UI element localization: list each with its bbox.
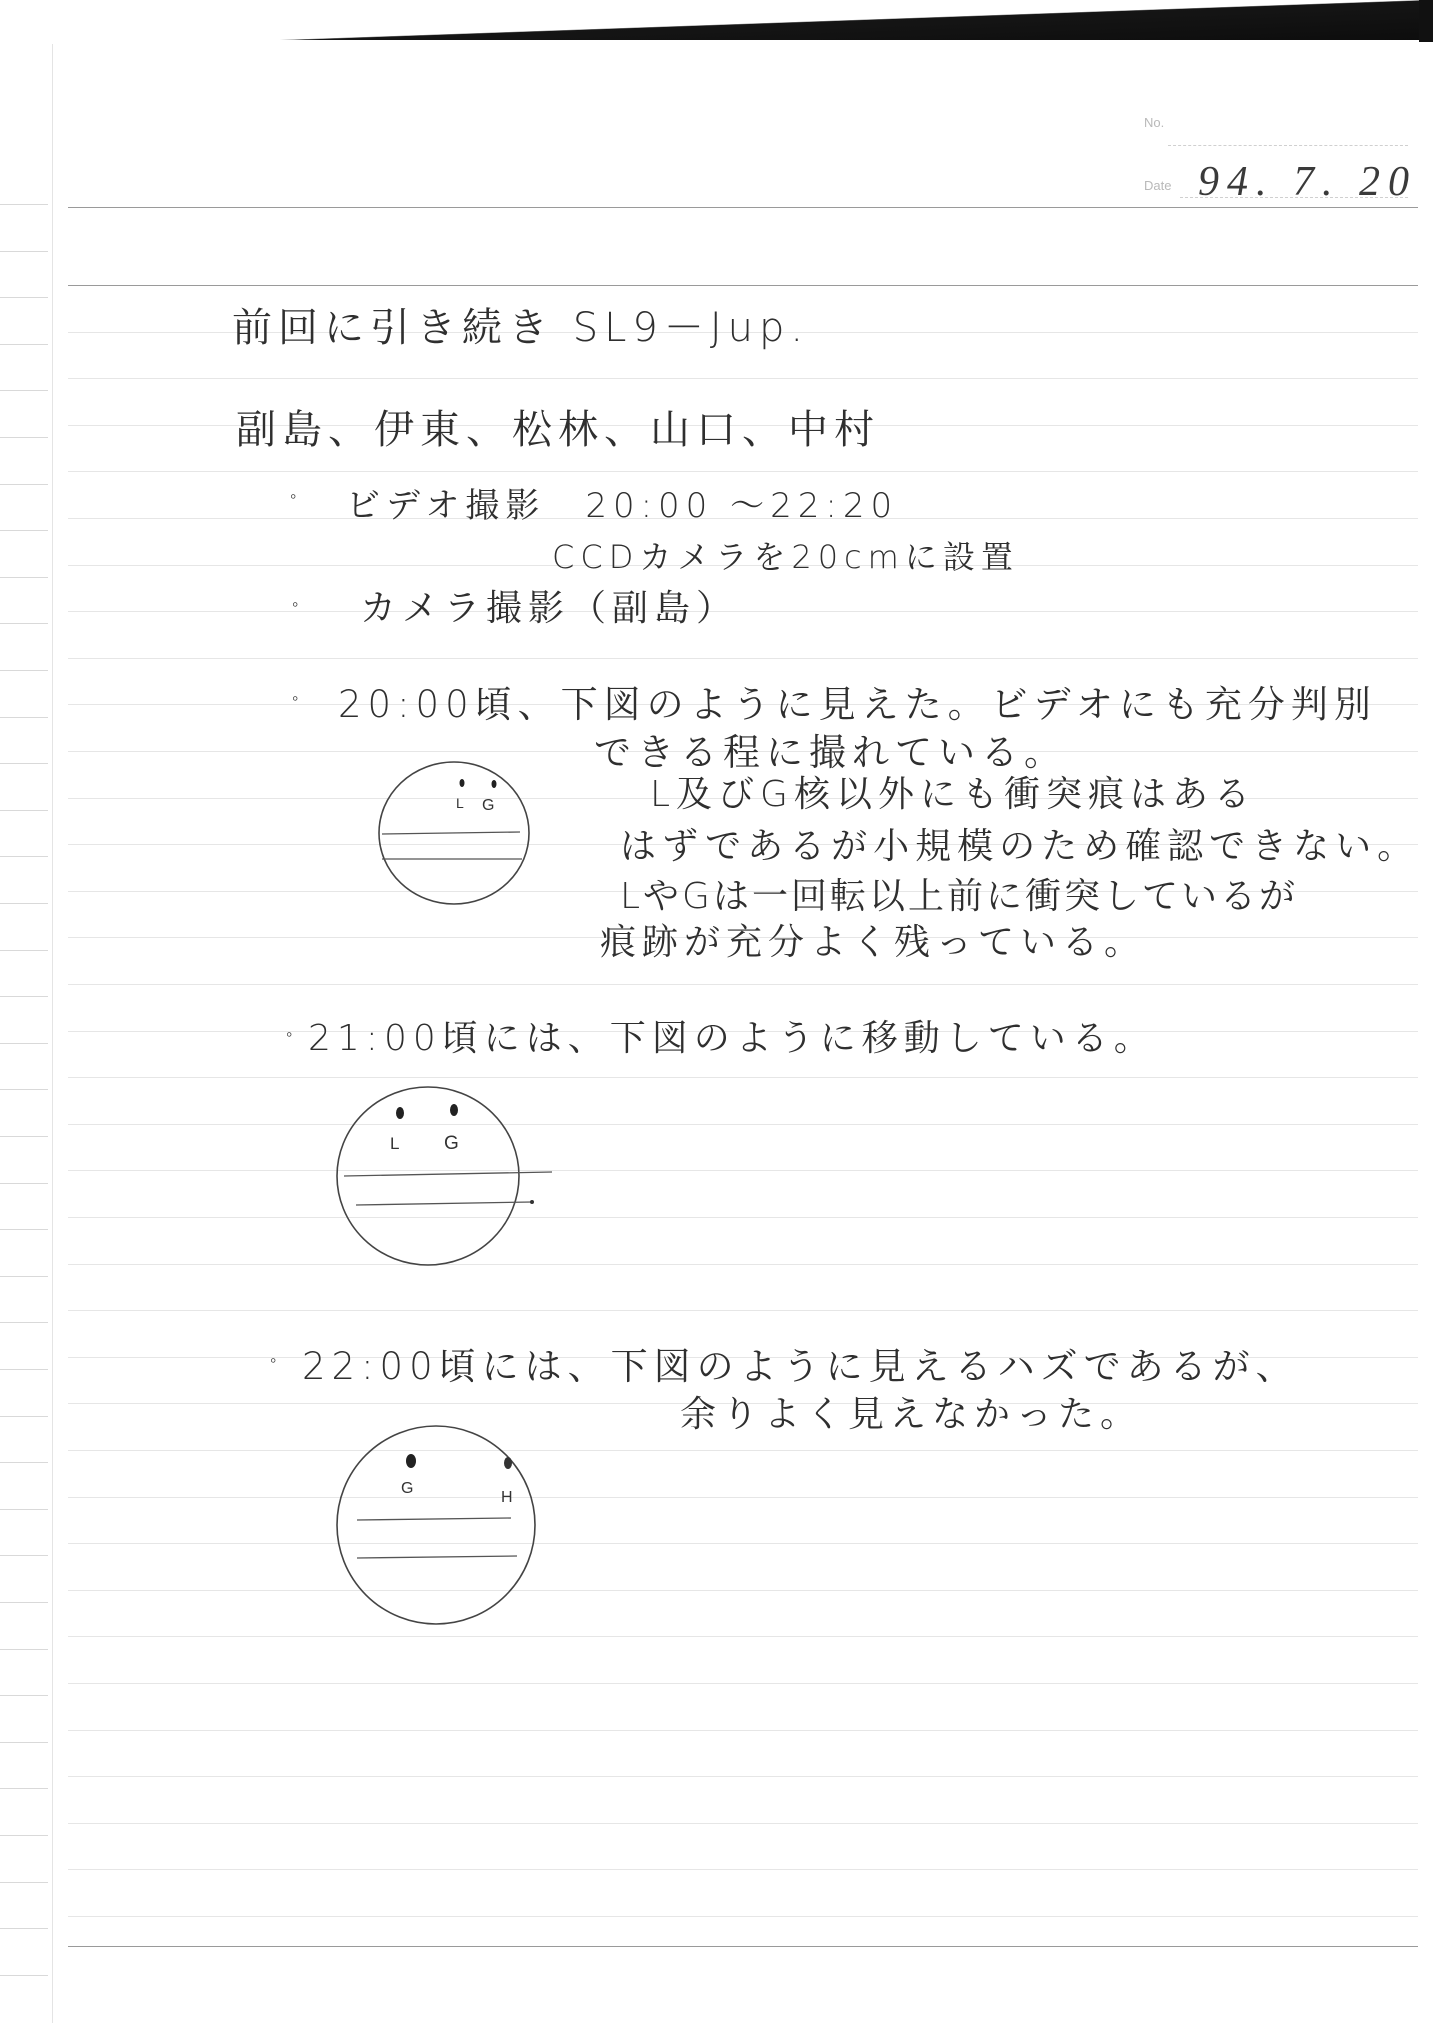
margin-tick: [0, 1322, 48, 1323]
margin-tick: [0, 1928, 48, 1929]
margin-tick: [0, 1509, 48, 1510]
ruled-line: [68, 1077, 1418, 1078]
ruled-line: [68, 1124, 1418, 1125]
fig1-label-l: L: [456, 795, 464, 811]
ruled-line: [68, 378, 1418, 379]
note-bullet-3-a: 20:00頃、下図のように見えた。ビデオにも充分判別: [338, 683, 1377, 726]
margin-tick: [0, 1695, 48, 1696]
ruled-line: [68, 1590, 1418, 1591]
ruled-line-strong: [68, 1946, 1418, 1947]
margin-tick: [0, 1136, 48, 1137]
margin-line: [52, 44, 53, 2023]
margin-tick: [0, 1882, 48, 1883]
ruled-line: [68, 1683, 1418, 1684]
margin-tick: [0, 1742, 48, 1743]
note-line-1: 前回に引き続き SL9－Jup.: [232, 305, 810, 351]
margin-tick: [0, 1416, 48, 1417]
ruled-line: [68, 1310, 1418, 1311]
note-bullet-3-d: はずであるが小規模のため確認できない。: [620, 826, 1420, 867]
note-bullet-2: カメラ撮影（副島）: [360, 588, 739, 629]
margin-tick: [0, 1649, 48, 1650]
note-bullet-4: 21:00頃には、下図のように移動している。: [308, 1018, 1156, 1059]
date-label: Date: [1144, 178, 1172, 193]
bullet-dot-2: ◦: [292, 594, 305, 615]
margin-tick: [0, 484, 48, 485]
margin-tick: [0, 1369, 48, 1370]
ruled-line: [68, 1170, 1418, 1171]
margin-tick: [0, 530, 48, 531]
margin-tick: [0, 1462, 48, 1463]
note-bullet-3-c: L及びG核以外にも衝突痕はある: [650, 774, 1256, 815]
ruled-line: [68, 658, 1418, 659]
note-bullet-3-b: できる程に撮れている。: [594, 731, 1067, 774]
jupiter-sketch-1: [370, 755, 540, 910]
margin-tick: [0, 1183, 48, 1184]
ruled-line: [68, 1636, 1418, 1637]
margin-tick: [0, 1555, 48, 1556]
fig2-label-l: L: [390, 1134, 400, 1153]
bullet-dot-1: ◦: [290, 486, 303, 507]
margin-tick: [0, 344, 48, 345]
ruled-line: [68, 1823, 1418, 1824]
ruled-line: [68, 611, 1418, 612]
margin-tick: [0, 856, 48, 857]
ruled-line: [68, 1916, 1418, 1917]
no-field-line: [1168, 145, 1408, 146]
ruled-line: [68, 1869, 1418, 1870]
margin-tick: [0, 1602, 48, 1603]
margin-tick: [0, 1043, 48, 1044]
margin-tick: [0, 1229, 48, 1230]
fig2-label-g: G: [444, 1133, 459, 1154]
note-bullet-5-a: 22:00頃には、下図のように見えるハズであるが、: [302, 1345, 1299, 1388]
margin-tick: [0, 297, 48, 298]
margin-tick: [0, 950, 48, 951]
note-bullet-1: ビデオ撮影 20:00 ～22:20: [346, 486, 899, 526]
bullet-dot-3: ◦: [292, 688, 305, 709]
ruled-line: [68, 984, 1418, 985]
margin-tick: [0, 1788, 48, 1789]
fig1-label-g: G: [482, 797, 495, 814]
ruled-line: [68, 471, 1418, 472]
scan-shadow: [0, 0, 1433, 40]
margin-tick: [0, 623, 48, 624]
margin-tick: [0, 763, 48, 764]
jupiter-sketch-2: [330, 1075, 560, 1285]
ruled-line: [68, 1450, 1418, 1451]
margin-tick: [0, 390, 48, 391]
ruled-line-strong: [68, 207, 1418, 208]
margin-tick: [0, 670, 48, 671]
margin-tick: [0, 204, 48, 205]
note-bullet-1-sub: CCDカメラを20cmに設置: [552, 538, 1019, 576]
note-bullet-3-e: LやGは一回転以上前に衝突しているが: [620, 876, 1298, 917]
margin-tick: [0, 717, 48, 718]
ruled-line-strong: [68, 285, 1418, 286]
margin-tick: [0, 437, 48, 438]
ruled-line: [68, 1217, 1418, 1218]
margin-tick: [0, 1835, 48, 1836]
ruled-line: [68, 1730, 1418, 1731]
margin-tick: [0, 810, 48, 811]
margin-tick: [0, 1276, 48, 1277]
margin-tick: [0, 996, 48, 997]
no-label: No.: [1144, 115, 1165, 130]
fig3-label-h: H: [501, 1489, 513, 1506]
margin-tick: [0, 1089, 48, 1090]
bullet-dot-5: ◦: [270, 1350, 283, 1371]
note-bullet-5-b: 余りよく見えなかった。: [680, 1394, 1143, 1435]
margin-tick: [0, 251, 48, 252]
date-value: 94. 7. 20: [1198, 159, 1417, 205]
note-bullet-3-f: 痕跡が充分よく残っている。: [600, 922, 1147, 963]
scan-shadow-corner: [1419, 0, 1433, 42]
ruled-line: [68, 1497, 1418, 1498]
ruled-line: [68, 1776, 1418, 1777]
margin-tick: [0, 1975, 48, 1976]
ruled-line: [68, 1543, 1418, 1544]
margin-tick: [0, 577, 48, 578]
note-line-2: 副島、伊東、松林、山口、中村: [236, 407, 880, 453]
bullet-dot-4: ◦: [286, 1024, 299, 1045]
jupiter-sketch-3: [325, 1425, 555, 1630]
margin-tick: [0, 903, 48, 904]
fig3-label-g: G: [401, 1480, 414, 1497]
ruled-line: [68, 1264, 1418, 1265]
